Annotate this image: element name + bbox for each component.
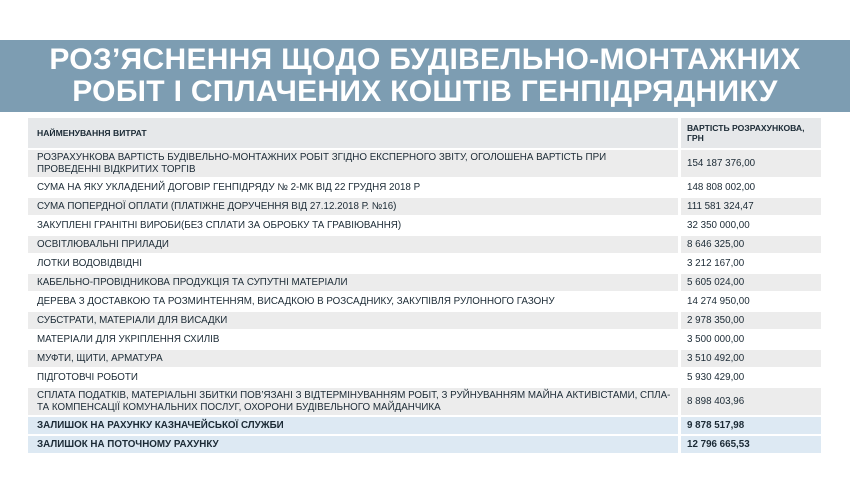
row-name-cell: СПЛАТА ПОДАТКІВ, МАТЕРІАЛЬНІ ЗБИТКИ ПОВ’ЯЗАНІ З ВІДТЕРМІНУВАННЯМ РОБІТ, З РУЙНУВАННЯМ МАЙНА АКТИВІСТАМИ, СПЛА-ТА КОМПЕНСАЦІЇ КОМУНАЛЬНИХ ПОСЛУГ, ОХОРОНИ БУДІВЕЛЬНОГО МАЙДАНЧИКА — [28, 388, 678, 415]
row-value-cell: 148 808 002,00 — [681, 179, 821, 196]
total-name-cell: ЗАЛИШОК НА РАХУНКУ КАЗНАЧЕЙСЬКОЇ СЛУЖБИ — [28, 417, 678, 434]
table-row — [28, 331, 821, 348]
table-row — [28, 217, 821, 234]
table-row — [28, 198, 821, 215]
row-name-cell: ЛОТКИ ВОДОВІДВІДНІ — [28, 255, 678, 272]
row-value-cell: 3 500 000,00 — [681, 331, 821, 348]
row-name-cell: ЗАКУПЛЕНІ ГРАНІТНІ ВИРОБИ(БЕЗ СПЛАТИ ЗА ОБРОБКУ ТА ГРАВІЮВАННЯ) — [28, 217, 678, 234]
table-row — [28, 179, 821, 196]
row-value-cell: 3 510 492,00 — [681, 350, 821, 367]
total-row-treasury — [28, 417, 821, 434]
table-row — [28, 388, 821, 415]
table-row — [28, 293, 821, 310]
table-row — [28, 369, 821, 386]
table-row — [28, 150, 821, 177]
total-name-cell: ЗАЛИШОК НА ПОТОЧНОМУ РАХУНКУ — [28, 436, 678, 453]
total-row-current-account — [28, 436, 821, 453]
title-banner — [0, 40, 850, 112]
title-line-2: РОБІТ І СПЛАЧЕНИХ КОШТІВ ГЕНПІДРЯДНИКУ — [72, 75, 778, 108]
row-name-cell: МАТЕРІАЛИ ДЛЯ УКРІПЛЕННЯ СХИЛІВ — [28, 331, 678, 348]
row-name-cell: РОЗРАХУНКОВА ВАРТІСТЬ БУДІВЕЛЬНО-МОНТАЖНИХ РОБІТ ЗГІДНО ЕКСПЕРНОГО ЗВІТУ, ОГОЛОШЕНА ВАРТІСТЬ ПРИ ПРОВЕДЕННІ ВІДКРИТИХ ТОРГІВ — [28, 150, 678, 177]
total-value-cell: 12 796 665,53 — [681, 436, 821, 453]
total-value-cell: 9 878 517,98 — [681, 417, 821, 434]
row-value-cell: 111 581 324,47 — [681, 198, 821, 215]
row-name-cell: ОСВІТЛЮВАЛЬНІ ПРИЛАДИ — [28, 236, 678, 253]
row-value-cell: 14 274 950,00 — [681, 293, 821, 310]
table-row — [28, 350, 821, 367]
row-value-cell: 2 978 350,00 — [681, 312, 821, 329]
row-value-cell: 5 930 429,00 — [681, 369, 821, 386]
row-name-cell: СУМА ПОПЕРДНОЇ ОПЛАТИ (ПЛАТІЖНЕ ДОРУЧЕННЯ ВІД 27.12.2018 Р. №16) — [28, 198, 678, 215]
row-name-cell: ПІДГОТОВЧІ РОБОТИ — [28, 369, 678, 386]
row-value-cell: 8 898 403,96 — [681, 388, 821, 415]
table-row — [28, 236, 821, 253]
header-name-cell: НАЙМЕНУВАННЯ ВИТРАТ — [28, 118, 678, 148]
row-name-cell: МУФТИ, ЩИТИ, АРМАТУРА — [28, 350, 678, 367]
expenses-table — [28, 118, 821, 455]
row-name-cell: КАБЕЛЬНО-ПРОВІДНИКОВА ПРОДУКЦІЯ ТА СУПУТНІ МАТЕРІАЛИ — [28, 274, 678, 291]
table-row — [28, 312, 821, 329]
table-row — [28, 274, 821, 291]
row-value-cell: 5 605 024,00 — [681, 274, 821, 291]
row-value-cell: 32 350 000,00 — [681, 217, 821, 234]
table-row — [28, 255, 821, 272]
row-name-cell: СУБСТРАТИ, МАТЕРІАЛИ ДЛЯ ВИСАДКИ — [28, 312, 678, 329]
table-header-row — [28, 118, 821, 148]
row-name-cell: СУМА НА ЯКУ УКЛАДЕНИЙ ДОГОВІР ГЕНПІДРЯДУ № 2-МК ВІД 22 ГРУДНЯ 2018 Р — [28, 179, 678, 196]
row-name-cell: ДЕРЕВА З ДОСТАВКОЮ ТА РОЗМИНТЕННЯМ, ВИСАДКОЮ В РОЗСАДНИКУ, ЗАКУПІВЛЯ РУЛОННОГО ГАЗОНУ — [28, 293, 678, 310]
row-value-cell: 154 187 376,00 — [681, 150, 821, 177]
row-value-cell: 3 212 167,00 — [681, 255, 821, 272]
title-line-1: РОЗ’ЯСНЕННЯ ЩОДО БУДІВЕЛЬНО-МОНТАЖНИХ — [49, 43, 801, 76]
row-value-cell: 8 646 325,00 — [681, 236, 821, 253]
header-value-cell: ВАРТІСТЬ РОЗРАХУНКОВА, ГРН — [681, 118, 821, 148]
